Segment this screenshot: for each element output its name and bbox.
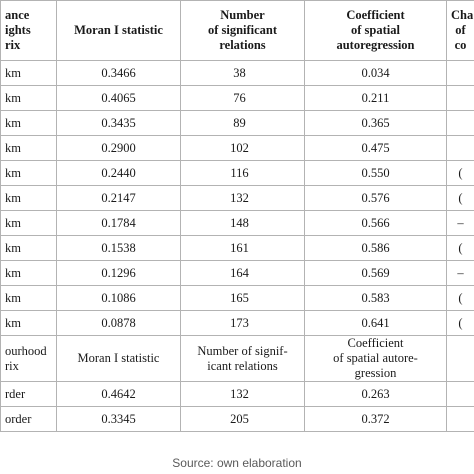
table-row-c1: km (1, 186, 57, 211)
table-row-c1: km (1, 161, 57, 186)
table-row-c5 (447, 382, 474, 407)
table-row-c3: 38 (181, 61, 305, 86)
table-row-c2: 0.1296 (57, 261, 181, 286)
table-row-c5: ( (447, 311, 474, 336)
table-row-c1: km (1, 86, 57, 111)
table-row-c4: 0.569 (305, 261, 447, 286)
subheader-row-c4: Coefficient of spatial autore- gression (305, 336, 447, 382)
header-change: Cha of co (447, 1, 474, 61)
table-row (1, 286, 474, 311)
table-row-c3: 102 (181, 136, 305, 161)
header-significant-relations: Number of significant relations (181, 1, 305, 61)
table-row-c1: order (1, 407, 57, 432)
table-row (1, 236, 474, 261)
table-row (1, 161, 474, 186)
table-row-c2: 0.1086 (57, 286, 181, 311)
table-row-c5: – (447, 211, 474, 236)
table-row-c3: 205 (181, 407, 305, 432)
table-row-c5 (447, 407, 474, 432)
table-row-c1: rder (1, 382, 57, 407)
table-row-c4: 0.211 (305, 86, 447, 111)
table-row-c1: km (1, 111, 57, 136)
table-row-c4: 0.566 (305, 211, 447, 236)
table-row-c3: 116 (181, 161, 305, 186)
table-row-c5: ( (447, 236, 474, 261)
table-row-c3: 89 (181, 111, 305, 136)
subheader-row-c2: Moran I statistic (57, 336, 181, 382)
table-row (1, 382, 474, 407)
source-note: Source: own elaboration (172, 456, 302, 470)
table-row (1, 61, 474, 86)
table-row-c2: 0.1784 (57, 211, 181, 236)
table-row-c2: 0.3345 (57, 407, 181, 432)
table-row (1, 136, 474, 161)
table-row-c5 (447, 86, 474, 111)
table-row-c4: 0.263 (305, 382, 447, 407)
table-row-c3: 76 (181, 86, 305, 111)
header-distance-weights-matrix: ance ights rix (1, 1, 57, 61)
table-row-c2: 0.3435 (57, 111, 181, 136)
table-row-c2: 0.0878 (57, 311, 181, 336)
table-row-c5 (447, 111, 474, 136)
table-row-c1: km (1, 61, 57, 86)
table-row-c3: 161 (181, 236, 305, 261)
table-row-c1: km (1, 211, 57, 236)
table-row-c4: 0.475 (305, 136, 447, 161)
header-spatial-autoregression: Coefficient of spatial autoregression (305, 1, 447, 61)
table-row (1, 211, 474, 236)
table-row-c2: 0.2147 (57, 186, 181, 211)
subheader-row-c3: Number of signif- icant relations (181, 336, 305, 382)
table-row-c3: 173 (181, 311, 305, 336)
table-row (1, 186, 474, 211)
table-row (1, 111, 474, 136)
table-row-c4: 0.372 (305, 407, 447, 432)
table-row-c2: 0.2440 (57, 161, 181, 186)
table-row-c1: km (1, 236, 57, 261)
table-row-c2: 0.4642 (57, 382, 181, 407)
header-moran-i: Moran I statistic (57, 1, 181, 61)
table-row-c5 (447, 61, 474, 86)
table-row-c3: 148 (181, 211, 305, 236)
table-row-c4: 0.576 (305, 186, 447, 211)
table-row-c5: ( (447, 286, 474, 311)
table-row-c4: 0.583 (305, 286, 447, 311)
table-row-c2: 0.1538 (57, 236, 181, 261)
table-row-c1: km (1, 136, 57, 161)
table-row-c2: 0.4065 (57, 86, 181, 111)
table-row-c5 (447, 136, 474, 161)
table-row-c5: – (447, 261, 474, 286)
table-row-c4: 0.034 (305, 61, 447, 86)
table-row (1, 311, 474, 336)
table-row (1, 86, 474, 111)
table-row-c4: 0.586 (305, 236, 447, 261)
header-row (1, 1, 474, 61)
table-row-c4: 0.641 (305, 311, 447, 336)
table-row-c1: km (1, 261, 57, 286)
subheader-row-c1: ourhood rix (1, 336, 57, 382)
table-row-c4: 0.550 (305, 161, 447, 186)
table-row-c5: ( (447, 186, 474, 211)
table-row-c4: 0.365 (305, 111, 447, 136)
table-row-c2: 0.2900 (57, 136, 181, 161)
table-row-c3: 165 (181, 286, 305, 311)
table-row (1, 261, 474, 286)
table-row-c3: 132 (181, 186, 305, 211)
table-row-c1: km (1, 286, 57, 311)
table-row-c5: ( (447, 161, 474, 186)
subheader-row-c5 (447, 336, 474, 382)
subheader-row (1, 336, 474, 382)
table-row-c2: 0.3466 (57, 61, 181, 86)
table-row-c3: 164 (181, 261, 305, 286)
table-row (1, 407, 474, 432)
table-row-c1: km (1, 311, 57, 336)
table-row-c3: 132 (181, 382, 305, 407)
